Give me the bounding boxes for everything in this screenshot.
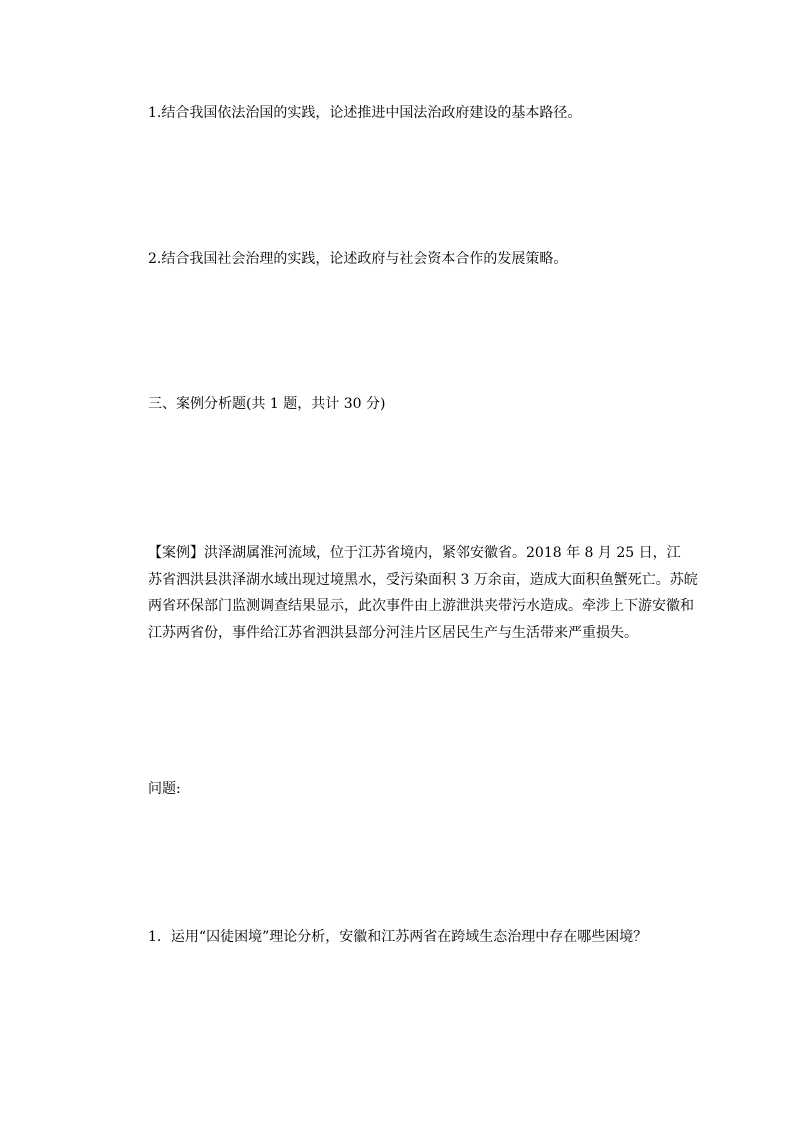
essay-question-2: 2.结合我国社会治理的实践，论述政府与社会资本合作的发展策略。 (148, 251, 568, 267)
case-line-1: 【案例】洪泽湖属淮河流域，位于江苏省境内，紧邻安徽省。2018 年 8 月 25 日，江 (148, 545, 681, 561)
case-line-2: 苏省泗洪县洪泽湖水域出现过境黑水，受污染面积 3 万余亩，造成大面积鱼蟹死亡。苏皖 (148, 571, 698, 588)
essay-question-1: 1.结合我国依法治国的实践，论述推进中国法治政府建设的基本路径。 (148, 105, 582, 121)
questions-label: 问题: (148, 781, 181, 797)
sub-question-1: 1．运用“囚徒困境”理论分析，安徽和江苏两省在跨域生态治理中存在哪些困境？ (148, 929, 648, 945)
case-line-3: 两省环保部门监测调查结果显示，此次事件由上游泄洪夹带污水造成。牵涉上下游安徽和 (148, 598, 694, 614)
section-heading: 三、案例分析题(共 1 题，共计 30 分) (148, 396, 386, 412)
case-line-4: 江苏两省份，事件给江苏省泗洪县部分河洼片区居民生产与生活带来严重损失。 (148, 624, 638, 641)
case-paragraph (148, 540, 698, 646)
